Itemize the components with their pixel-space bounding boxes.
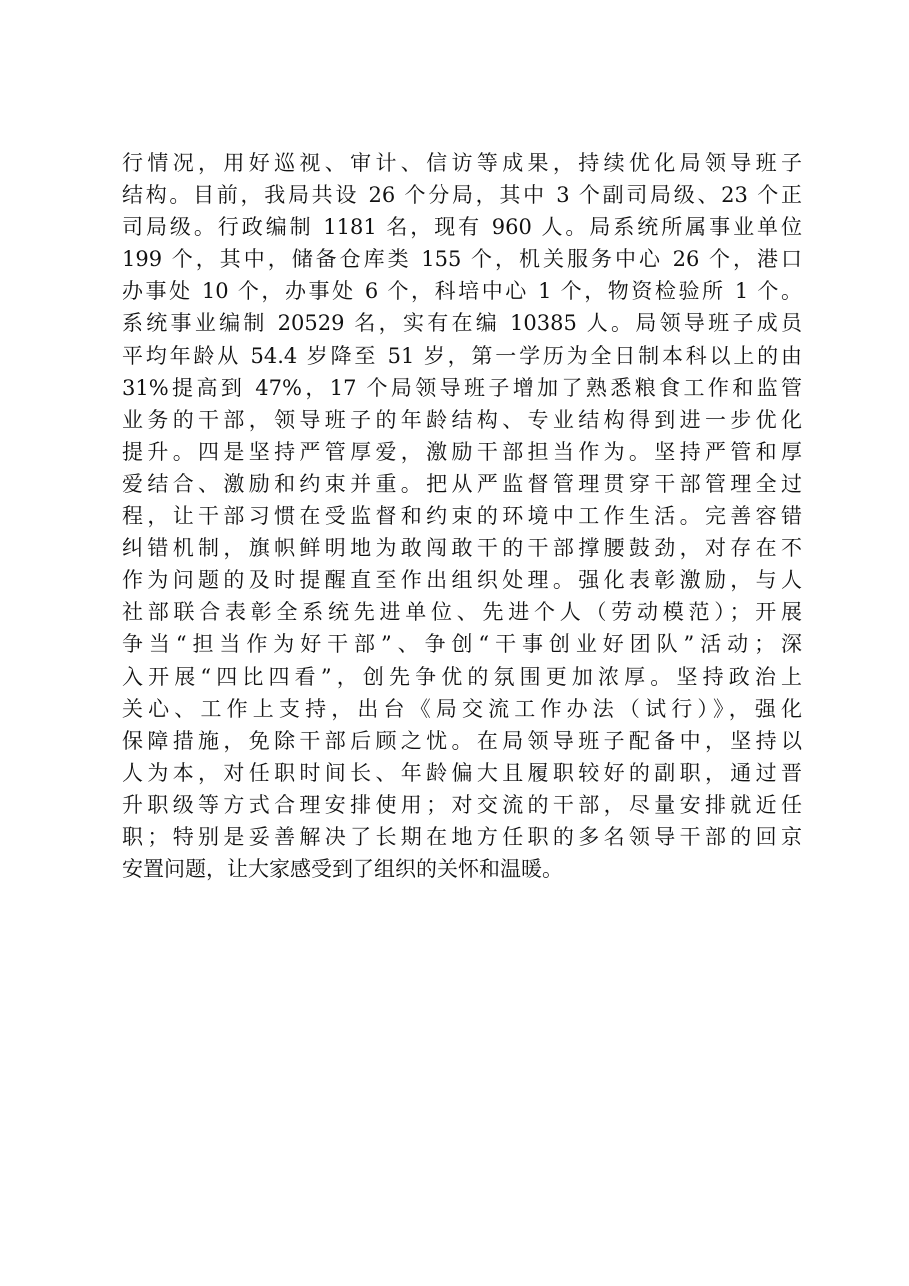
text-line: 作为问题的及时提醒直至作出组织处理。强化表彰激励，与人 <box>122 568 802 593</box>
text-line: 程，让干部习惯在受监督和约束的环境中工作生活。完善容错 <box>122 504 802 529</box>
text-line: 职；特别是妥善解决了长期在地方任职的多名领导干部的回京 <box>122 824 802 849</box>
text-line: 保障措施，免除干部后顾之忧。在局领导班子配备中，坚持以 <box>122 728 802 753</box>
text-line: 安置问题，让大家感受到了组织的关怀和温暖。 <box>122 857 563 882</box>
text-line: 爱结合、激励和约束并重。把从严监督管理贯穿干部管理全过 <box>122 471 802 496</box>
text-line: 行情况，用好巡视、审计、信访等成果，持续优化局领导班子 <box>122 151 802 175</box>
text-line: 199 个，其中，储备仓库类 155 个，机关服务中心 26 个，港口 <box>122 247 802 272</box>
text-line: 纠错机制，旗帜鲜明地为敢闯敢干的干部撑腰鼓劲，对存在不 <box>122 536 802 561</box>
text-line: 人为本，对任职时间长、年龄偏大且履职较好的副职，通过晋 <box>122 760 802 785</box>
text-line: 社部联合表彰全系统先进单位、先进个人（劳动模范）；开展 <box>122 600 802 625</box>
body-paragraph <box>122 147 802 885</box>
text-line: 平均年龄从 54.4 岁降至 51 岁，第一学历为全日制本科以上的由 <box>122 343 802 368</box>
text-line: 入开展“四比四看”，创先争优的氛围更加浓厚。坚持政治上 <box>122 664 802 689</box>
text-line: 业务的干部，领导班子的年龄结构、专业结构得到进一步优化 <box>122 407 802 432</box>
text-line: 办事处 10 个，办事处 6 个，科培中心 1 个，物资检验所 1 个。 <box>122 279 802 304</box>
text-line: 关心、工作上支持，出台《局交流工作办法（试行）》，强化 <box>122 696 802 721</box>
text-line: 争当“担当作为好干部”、争创“干事创业好团队”活动；深 <box>122 632 802 657</box>
text-line: 31%提高到 47%，17 个局领导班子增加了熟悉粮食工作和监管 <box>122 375 802 400</box>
text-line: 系统事业编制 20529 名，实有在编 10385 人。局领导班子成员 <box>122 311 802 336</box>
text-line: 结构。目前，我局共设 26 个分局，其中 3 个副司局级、23 个正 <box>122 183 802 208</box>
text-line: 司局级。行政编制 1181 名，现有 960 人。局系统所属事业单位 <box>122 215 802 240</box>
text-line: 升职级等方式合理安排使用；对交流的干部，尽量安排就近任 <box>122 792 802 817</box>
text-line: 提升。四是坚持严管厚爱，激励干部担当作为。坚持严管和厚 <box>122 439 802 464</box>
